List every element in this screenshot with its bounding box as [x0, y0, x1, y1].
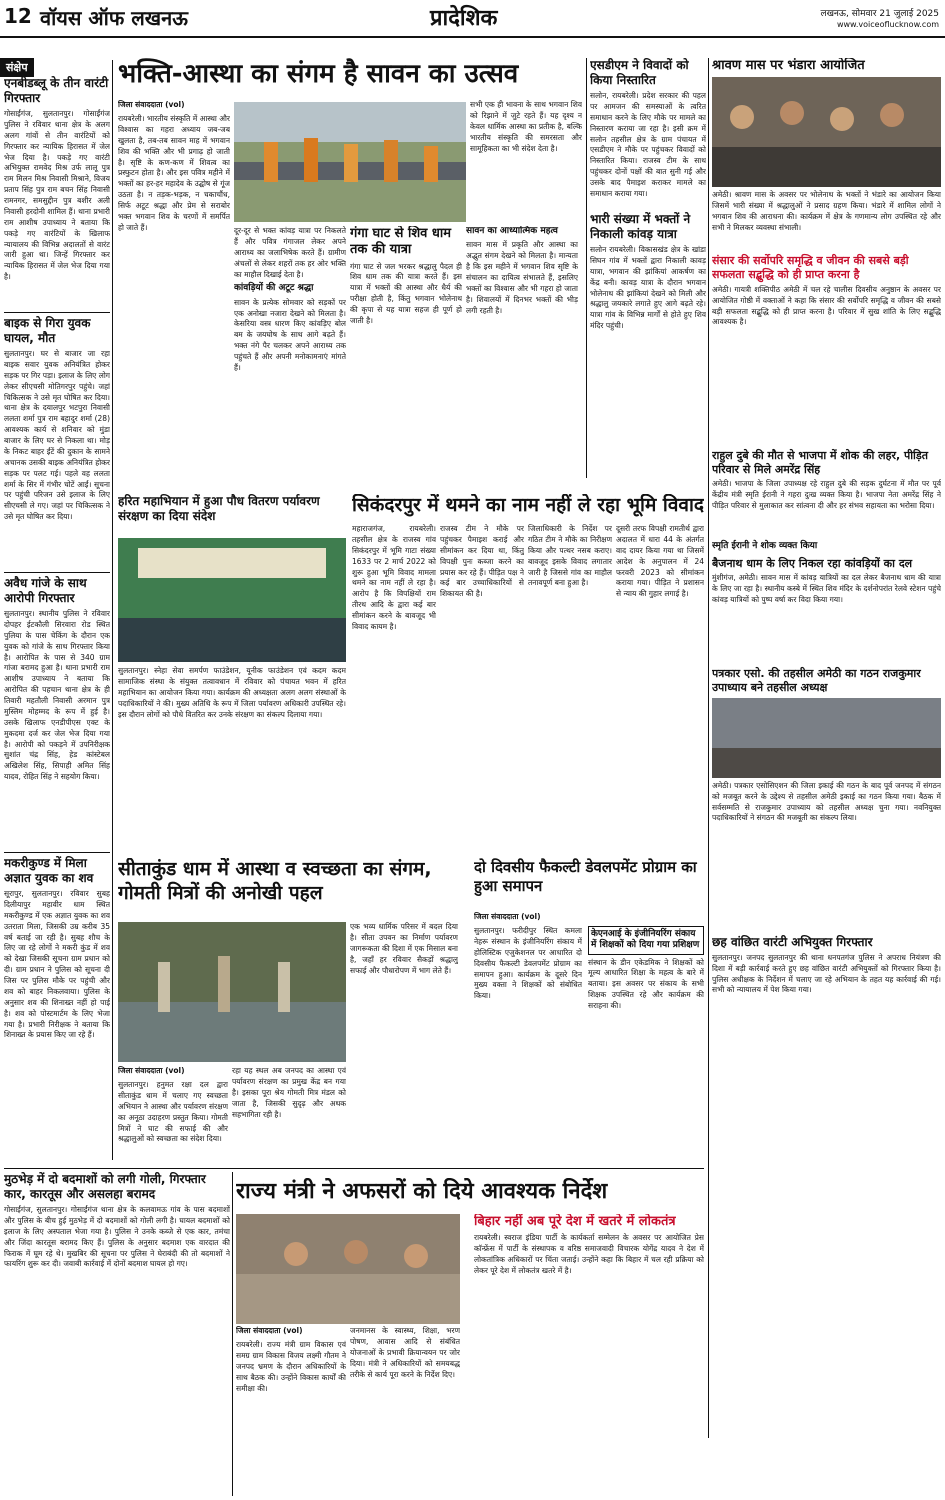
kanwar-photo	[234, 102, 466, 222]
photo-image	[236, 1214, 460, 1324]
article-text: सुलतानपुर। जनपद सुलतानपुर की थाना धनपतगंज पुलिस ने अपराध नियंत्रण की दिशा में बड़ी कार्रवाई करते हुए छह वांछित वारंटी अभियुक्तों को गिरफ्तार किया है। पुलिस अधीक्षक के निर्देशन में चलाए जा रहे अभियान के तहत यह कार्रवाई की गई। सभी को न्यायालय में पेश किया गया।	[712, 952, 941, 995]
headline: राज्य मंत्री ने अफसरों को दिये आवश्यक निर्देश	[236, 1179, 608, 1204]
right-column	[712, 58, 941, 1438]
pull-quote: केएनआई के इंजीनियरिंग संकाय में शिक्षकों को दिया गया प्रशिक्षण	[588, 926, 704, 955]
subhead: सावन का आध्यात्मिक महत्व	[466, 226, 558, 236]
column-rule	[232, 1172, 233, 1496]
top-story-col5	[470, 100, 582, 224]
bihar-story	[474, 1214, 704, 1496]
fdp-byline	[474, 912, 584, 924]
headline: मुठभेड़ में दो बदमाशों को लगी गोली, गिरफ्तार कार, कारतूस और असलहा बरामद	[4, 1172, 206, 1201]
mantri-headline	[236, 1178, 704, 1210]
headline: पत्रकार एसो. की तहसील अमेठी का गठन राजकुमार उपाध्याय बने तहसील अध्यक्ष	[712, 667, 921, 694]
article-text: सभी एक ही भावना के साथ भगवान शिव को रिझाने में जुटे रहते हैं। यह दृश्य न केवल धार्मिक आस्था का प्रतीक है, बल्कि भारतीय संस्कृति की समरसता और सामूहिकता का भी संदेश देता है।	[470, 100, 582, 153]
headline: बिहार नहीं अब पूरे देश में खतरे में लोकतंत्र	[474, 1214, 676, 1229]
sikandarpur-col2	[440, 524, 524, 844]
sikandarpur-headline	[352, 494, 704, 520]
top-story-headline	[118, 58, 588, 98]
paper-name: वॉयस ऑफ लखनऊ	[40, 6, 188, 30]
article-text: सलोन, रायबरेली। प्रदेश सरकार की पहल पर आमजन की समस्याओं के त्वरित समाधान करने के लिए मौके पर मामले का निस्तारण कराया जा रहा है। इसी क्रम में सलोन तहसील क्षेत्र के ग्राम पंचायत में एसडीएम ने मौके पर पहुंचकर विवादों को निस्तारित किया। राजस्व टीम के साथ पहुंचकर दोनों पक्षों की बात सुनी गई और उसके बाद पैमाइश कराकर मामले का समाधान कराया गया।	[590, 91, 706, 198]
fdp-col1	[474, 926, 582, 1170]
kanwar-story	[590, 212, 706, 478]
sikandarpur-col4	[616, 524, 704, 844]
top-story-byline	[118, 100, 228, 112]
article-text: महाराजगंज, रायबरेली। तहसील क्षेत्र के राजस्व गांव सिकंदरपुर में भूमि गाटा संख्या 1633 पर 2 मार्च 2022 को शुरू हुआ भूमि विवाद मामला थमने का नाम नहीं ले रहा है। आरोप है कि विपक्षियों राम तीरथ आदि के द्वारा कई बार सीमांकन करने के बावजूद भी विवाद कायम है।	[352, 524, 436, 631]
sikandarpur-col1	[352, 524, 436, 844]
article-text: सुलतानपुर। स्नेहा सेवा समर्पण फाउंडेशन, यूनीक फाउंडेशन एवं कदम कदम सामाजिक संस्था के संयुक्त तत्वावधान में रविवार को पंचायत भवन में हरित महाभियान का आयोजन किया गया। कार्यक्रम की अध्यक्षता अलग अलग संस्थाओं के पदाधिकारियों ने की। मुख्य अतिथि के रूप में जिला पर्यावरण अधिकारी उपस्थित रहे। इस दौरान लोगों को पौधे वितरित कर उनके संरक्षण का संकल्प दिलाया गया।	[118, 666, 346, 719]
brief-body: सूरापुर, सुलतानपुर। रविवार सुबह दिलीयापुर महावीर धाम स्थित मकरीकुण्ड में एक अज्ञात युवक का शव उतराता मिला, जिसकी उम्र करीब 35 वर्ष बताई जा रही है। सुबह शौच के लिए जा रहे लोगों ने मकरी कुंड में शव को देखा जिसकी सूचना ग्राम प्रधान को दी। ग्राम प्रधान ने पुलिस को सूचना दी जिस पर पुलिस मौके पर पहुंची और शव को बाहर निकलवाया। पुलिस के अनुसार शव की शिनाख्त नहीं हो पाई है। शव को पोस्टमार्टम के लिए भेजा गया है। प्रभारी निरीक्षक ने बताया कि शिनाख्त के प्रयास किए जा रहे हैं।	[4, 889, 110, 1040]
byline: जिला संवाददाता (vol)	[474, 912, 541, 921]
tree-story-headline	[118, 494, 346, 534]
top-story-col4	[466, 226, 578, 476]
left-column	[4, 76, 110, 1156]
photo-image	[118, 922, 346, 1062]
top-story-col1	[118, 114, 230, 474]
subhead: कांवड़ियों की अटूट श्रद्धा	[234, 283, 314, 294]
mantri-photo	[236, 1214, 460, 1324]
article-text: अमेठी। गायत्री शक्तिपीठ अमेठी में चल रहे चालीस दिवसीय अनुष्ठान के अवसर पर आयोजित गोष्ठी में वक्ताओं ने कहा कि संसार की सर्वोपरि समृद्धि व जीवन की सबसे बड़ी सफलता सद्बुद्धि को ही प्राप्त करना है। परिवार में सुख शांति के लिए सद्बुद्धि आवश्यक है।	[712, 284, 941, 327]
section-rule	[4, 1168, 704, 1169]
article-text: रायबरेली। राज्य मंत्री ग्राम विकास एवं समग्र ग्राम विकास विजय लक्ष्मी गौतम ने जनपद भ्रमण के दौरान अधिकारियों के साथ बैठक की। उन्होंने विकास कार्यों की समीक्षा की।	[236, 1340, 346, 1393]
column-rule	[112, 60, 113, 1160]
article-text: रायबरेली। भारतीय संस्कृति में आस्था और विश्वास का गहरा अध्याय जब-जब खुलता है, तब-तब सावन माह में भगवान शिव की भक्ति और भी प्रगाढ़ हो जाती है। सृष्टि के कण-कण में शिवत्व का प्रस्फुटन होता है। और इस पवित्र महीने में भक्तों का हर-हर महादेव के उद्घोष से गूंज उठता है। न तड़क-भड़क, न चकाचौंध, सिर्फ अटूट श्रद्धा और प्रेम से सराबोर भक्त भगवान शिव के चरणों में समर्पित हो जाते हैं।	[118, 114, 230, 232]
article-text: दूर-दूर से भक्त कांवड़ यात्रा पर निकलते हैं और पवित्र गंगाजल लेकर अपने आराध्य का जलाभिषेक करते हैं। ग्रामीण अंचलों से लेकर शहरों तक हर ओर भक्ति का माहौल दिखाई देता है।	[234, 226, 346, 279]
article-text: अमेठी। श्रावण मास के अवसर पर भोलेनाथ के भक्तों ने भंडारे का आयोजन किया जिसमें भारी संख्या में श्रद्धालुओं ने प्रसाद ग्रहण किया। भंडारे में शामिल लोगों ने भगवान शिव की आराधना की। कार्यक्रम में क्षेत्र के गणमान्य लोग उपस्थित रहे और सभी ने मिलकर व्यवस्था संभाली।	[712, 190, 941, 232]
sikandarpur-col3	[528, 524, 612, 844]
headline: श्रावण मास पर भंडारा आयोजित	[712, 58, 865, 73]
mantri-col1	[236, 1340, 346, 1496]
article-text: गोसाईंगंज, सुलतानपुर। गोसाईंगंज थाना क्षेत्र के कलवामऊ गांव के पास बदमाशों और पुलिस के बीच हुई मुठभेड़ में दो बदमाशों को गोली लगी है। घायल बदमाशों को इलाज के लिए अस्पताल भेजा गया है। पुलिस ने उनके कब्जे से एक कार, तमंचा और जिंदा कारतूस बरामद किए हैं। पुलिस के अनुसार बदमाश एक वारदात की फिराक में घूम रहे थे। मुखबिर की सूचना पर पुलिस ने घेराबंदी की तो बदमाशों ने फायरिंग शुरू कर दी। जवाबी कार्रवाई में दोनों बदमाश घायल हो गए।	[4, 1205, 230, 1269]
dateline: लखनऊ, सोमवार 21 जुलाई 2025	[820, 9, 939, 19]
mantri-col2	[350, 1326, 460, 1496]
brief-headline: एनबीडब्लू के तीन वारंटी गिरफ्तार	[4, 76, 109, 105]
article-text: दूसरी तरफ विपक्षी रामतीर्थ द्वारा अदालत में धारा 44 के अंतर्गत वाद दायर किया गया था जिसमें आदेश के अनुपालन में 24 फरवरी 2023 को सीमांकन कराया गया। पीड़ित ने प्रशासन से न्याय की गुहार लगाई है।	[616, 524, 704, 599]
brief-headline: मकरीकुण्ड में मिला अज्ञात युवक का शव	[4, 856, 94, 885]
divider	[4, 312, 110, 313]
brief-headline: बाइक से गिरा युवक घायल, मौत	[4, 316, 91, 345]
byline: जिला संवाददाता (vol)	[236, 1326, 303, 1335]
fdp-headline	[474, 858, 704, 908]
sdm-story	[590, 58, 706, 208]
sidebar-tag: संक्षेप	[0, 58, 34, 77]
headline: भक्ति-आस्था का संगम है सावन का उत्सव	[118, 59, 519, 89]
photo-image	[234, 102, 466, 222]
article-text: मुंशीगंज, अमेठी। सावन मास में कांवड़ यात्रियों का दल लेकर बैजनाथ धाम की यात्रा के लिए जा रहा है। स्थानीय कस्बे में स्थित शिव मंदिर के दर्शनोपरांत रेलवे स्टेशन पहुंचे कांवड़ यात्रियों को पुष्प वर्षा कर विदा किया गया।	[712, 573, 941, 604]
tree-photo	[118, 538, 346, 662]
article-text: सुलतानपुर। हनुमत रक्षा दल द्वारा सीताकुंड धाम में चलाए गए स्वच्छता अभियान ने आस्था और पर्यावरण संरक्षण का अनूठा उदाहरण प्रस्तुत किया। गोमती मित्रों ने घाट की सफाई की और श्रद्धालुओं को स्वच्छता का संदेश दिया।	[118, 1080, 228, 1144]
bhandara-photo	[712, 77, 941, 187]
sitakund-headline	[118, 858, 458, 918]
sitakund-col1	[118, 1080, 228, 1170]
article-text: अमेठी। भाजपा के जिला उपाध्यक्ष रहे राहुल दुबे की सड़क दुर्घटना में मौत पर पूर्व केंद्रीय मंत्री स्मृति ईरानी ने गहरा दुःख व्यक्त किया है। भाजपा नेता अमरेंद्र सिंह ने पीड़ित परिवार से मुलाकात कर सांत्वना दी और हर संभव सहायता का भरोसा दिया।	[712, 479, 941, 510]
headline: एसडीएम ने विवादों को किया निस्तारित	[590, 58, 689, 87]
fdp-col2	[588, 926, 704, 1170]
brief-body: सुलतानपुर। स्थानीय पुलिस ने रविवार दोपहर ईटकौली सिरवारा रोड स्थित पुलिया के पास चेकिंग के दौरान एक युवक को गांजे के साथ गिरफ्तार किया है। आरोपित के पास से 340 ग्राम गांजा बरामद हुआ है। थाना प्रभारी राम आशीष उपाध्याय ने बताया कि आरोपित की पहचान थाना क्षेत्र के ही तिवारी महतौली निवासी अरमान पुत्र मुस्लिम मोहम्मद के रूप में हुई है। उसके खिलाफ एनडीपीएस एक्ट के मुकदमा दर्ज कर जेल भेज दिया गया है। आरोपी को पकड़ने में उपनिरीक्षक सुशांत चंद्र सिंह, हेड कांस्टेबल अखिलेश सिंह, सिपाही अमित सिंह यादव, रोहित सिंह ने सहयोग किया।	[4, 609, 110, 782]
byline: जिला संवाददाता (vol)	[118, 100, 185, 109]
mantri-byline	[236, 1326, 346, 1338]
article-text: सावन के प्रत्येक सोमवार को सड़कों पर एक अनोखा नजारा देखने को मिलता है। केसरिया वस्त्र धारण किए कांवड़िए बोल बम के जयघोष के साथ आगे बढ़ते हैं। भक्त नंगे पैर चलकर अपने आराध्य तक पहुंचते हैं और अपनी मनोकामनाएं मांगते हैं।	[234, 297, 346, 372]
subhead: गंगा घाट से शिव धाम तक की यात्रा	[350, 226, 452, 258]
headline: राहुल दुबे की मौत से भाजपा में शोक की लहर, पीड़ित परिवार से मिले अमरेंद्र सिंह	[712, 448, 929, 476]
headline: संसार की सर्वोपरि समृद्धि व जीवन की सबसे बड़ी सफलता सद्बुद्धि को ही प्राप्त करना है	[712, 254, 909, 281]
section-title: प्रादेशिक	[430, 6, 498, 31]
article-text: जिलाधिकारी के निर्देश पर गठित टीम ने मौके का निरीक्षण किया और पत्थर नसब कराए। बावजूद इसके विवाद लगातार जारी है जिससे गांव का माहौल तनावपूर्ण बना हुआ है।	[528, 524, 612, 588]
article-text: रहा यह स्थल अब जनपद का आस्था एवं पर्यावरण संरक्षण का प्रमुख केंद्र बन गया है। इसका पूरा श्रेय गोमती मित्र मंडल को जाता है, जिसकी सुदृढ़ और अथक सहभागिता रही है।	[232, 1066, 346, 1119]
headline: सीताकुंड धाम में आस्था व स्वच्छता का संगम, गोमती मित्रों की अनोखी पहल	[118, 858, 432, 904]
tree-story-body	[118, 666, 346, 846]
masthead	[0, 0, 945, 38]
article-text: अमेठी। पत्रकार एसोसिएशन की जिला इकाई की गठन के बाद पूर्व जनपद में संगठन को मजबूत करने के उद्देश्य से तहसील अमेठी इकाई का गठन किया गया। बैठक में सर्वसम्मति से राजकुमार उपाध्याय को तहसील अध्यक्ष चुना गया। नवनियुक्त पदाधिकारियों ने संगठन की मजबूती का संकल्प लिया।	[712, 780, 941, 823]
article-text: सलोन रायबरेली। विकासखंड क्षेत्र के खांडा सिघन गांव में भक्तों द्वारा निकाली कावड़ यात्रा, भगवान की झांकियां आकर्षण का केंद्र बनी। कावड़ यात्रा के दौरान भगवान भोलेनाथ की झांकियां देखने को मिली और श्रद्धालु जयकारे लगाते हुए आगे बढ़ते रहे। यात्रा गांव के विभिन्न मार्गों से होते हुए शिव मंदिर पहुंची।	[590, 245, 706, 331]
byline: जिला संवाददाता (vol)	[118, 1066, 185, 1075]
mutbhed-story	[4, 1172, 230, 1496]
article-text: सावन मास में प्रकृति और आस्था का अद्भुत संगम देखने को मिलता है। मान्यता है कि इस महीने में भगवान शिव सृष्टि के संचालन का दायित्व संभालते हैं, इसलिए भक्तों का विश्वास और भी गहरा हो जाता है। शिवालयों में दिनभर भक्तों की भीड़ लगी रहती है।	[466, 240, 578, 315]
photo-image	[712, 698, 941, 778]
divider	[4, 572, 110, 573]
photo-image	[712, 77, 941, 187]
subhead: स्मृति ईरानी ने शोक व्यक्त किया	[712, 541, 818, 552]
article-text: संस्थान के डीन एकेडमिक ने शिक्षकों को मूल्य आधारित शिक्षा के महत्व के बारे में बताया। इस अवसर पर संकाय के सभी शिक्षक उपस्थित रहे और कार्यक्रम की सराहना की।	[588, 957, 704, 1010]
headline: हरित महाभियान में हुआ पौध वितरण पर्यावरण संरक्षण का दिया संदेश	[118, 494, 320, 523]
brief-body: सुलतानपुर। घर से बाजार जा रहा बाइक सवार युवक अनियंत्रित होकर सड़क पर गिर पड़ा। इलाज के लिए लोग लेकर सीएचसी मोतिगरपुर पहुंचे। जहां चिकित्सक ने उसे मृत घोषित कर दिया। थाना क्षेत्र के दयालपुर भटपुरा निवासी ललता शर्मा पुत्र राम बहादुर शर्मा (28) आवश्यक कार्य से शनिवार को मुंडा बाजार के लिए घर से निकला था। मोड़ के निकट बाहर ईंटें की दुकान के सामने अचानक उसकी बाइक अनियंत्रित होकर सड़क पर पलट गई। पहले वह ललता शर्मा के सिर में गंभीर चोटें आईं। सूचना पर पहुंची परिजन उसे इलाज के लिए सीएचसी ले गए। जहां पर चिकित्सक ने उसे मृत घोषित कर दिया।	[4, 349, 110, 522]
article-text: गंगा घाट से जल भरकर श्रद्धालु पैदल ही शिव धाम तक की यात्रा करते हैं। इस यात्रा में भक्तों की आस्था और धैर्य की परीक्षा होती है, किंतु भगवान भोलेनाथ की कृपा से यह यात्रा सहज ही पूर्ण हो जाती है।	[350, 261, 462, 325]
headline: दो दिवसीय फैकल्टी डेवलपमेंट प्रोग्राम का हुआ समापन	[474, 858, 697, 895]
sitakund-photo	[118, 922, 346, 1062]
sitakund-col2	[232, 1066, 346, 1170]
headline: बैजनाथ धाम के लिए निकल रहा कांवड़ियों का दल	[712, 556, 913, 570]
brief-body: गोसाईंगंज, सुलतानपुर। गोसाईंगंज पुलिस ने रविवार थाना क्षेत्र के अलग अलग गांवों से तीन वारंटियों को गिरफ्तार कर न्यायिक हिरासत में जेल भेज दिया है। पकड़े गए वारंटी अभियुक्त रामवेद मिश्र उर्फ लालू पुत्र राम मिलन मिश्र निवासी मिश्राने, विजय प्रताप सिंह पुत्र राम बचन सिंह निवासी रामनगर, समसुद्दीन पुत्र बशीर अली निवासी हरदोनी शामिल हैं। थाना प्रभारी राम आशीष उपाध्याय ने बताया कि पकड़े गए वारंटियों के खिलाफ न्यायालय की विभिन्न अदालतों से वारंट जारी हुआ था। जिन्हें गिरफ्तार कर न्यायिक हिरासत में जेल भेज दिया गया है।	[4, 109, 110, 282]
patrakar-photo	[712, 698, 941, 778]
top-story-col2	[234, 226, 346, 476]
headline: सिकंदरपुर में थमने का नाम नहीं ले रहा भूमि विवाद	[352, 494, 704, 516]
page-number: 12	[4, 4, 32, 28]
article-text: राजस्व टीम ने मौके पर पहुंचकर पैमाइश कराई और सीमांकन कर दिया था, किंतु विपक्षी पुनः कब्जा करने का प्रयास कर रहे हैं। पीड़ित पक्ष ने कई बार उच्चाधिकारियों से शिकायत की है।	[440, 524, 524, 599]
brief-headline: अवैध गांजे के साथ आरोपी गिरफ्तार	[4, 576, 87, 605]
article-text: एक भव्य धार्मिक परिसर में बदल दिया है। सीता उपवन का निर्माण पर्यावरण जागरूकता की दिशा में एक मिसाल बना है, जहाँ हर रविवार सैकड़ों श्रद्धालु सफाई और पौधारोपण में भाग लेते हैं।	[350, 922, 458, 975]
website-link[interactable]: www.voiceoflucknow.com	[836, 20, 939, 29]
divider	[4, 852, 110, 853]
column-rule	[586, 58, 587, 478]
top-story-col3	[350, 226, 462, 476]
article-text: जनमानस के स्वास्थ्य, शिक्षा, भरण पोषण, आवास आदि से संबंधित योजनाओं के प्रभावी क्रियान्वयन पर जोर दिया। मंत्री ने अधिकारियों को समयबद्ध तरीके से कार्य पूरा करने के निर्देश दिए।	[350, 1326, 460, 1379]
photo-image	[118, 538, 346, 662]
article-text: सुलतानपुर। फरीदीपुर स्थित कमला नेहरू संस्थान के इंजीनियरिंग संकाय में होलिस्टिक एजुकेशनल पर आधारित दो दिवसीय फैकल्टी डेवलपमेंट प्रोग्राम का समापन हुआ। कार्यक्रम के दूसरे दिन मुख्य वक्ता ने शिक्षकों को संबोधित किया।	[474, 926, 582, 1001]
column-rule	[708, 58, 709, 1438]
headline: भारी संख्या में भक्तों ने निकाली कांवड़ यात्रा	[590, 212, 691, 241]
sitakund-col3	[350, 922, 458, 1170]
headline: छह वांछित वारंटी अभियुक्त गिरफ्तार	[712, 934, 873, 949]
article-text: रायबरेली। स्वराज इंडिया पार्टी के कार्यकर्ता सम्मेलन के अवसर पर आयोजित प्रेस कॉन्फ्रेंस में पार्टी के संस्थापक व वरिष्ठ समाजवादी विचारक योगेंद्र यादव ने देश में लोकतांत्रिक अधिकारों पर चिंता जताई। उन्होंने कहा कि बिहार में चल रही प्रक्रिया को लेकर पूरे देश में लोकतंत्र खतरे में है।	[474, 1233, 704, 1275]
